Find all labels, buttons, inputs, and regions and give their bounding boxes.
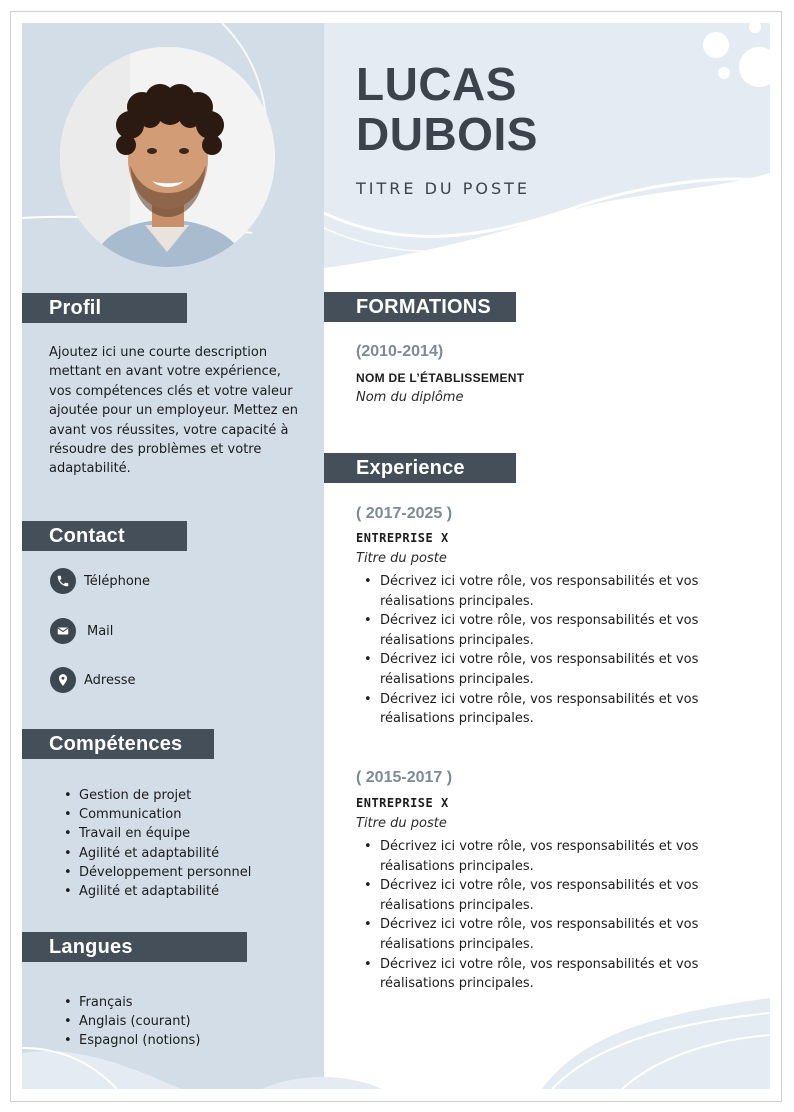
resume-page bbox=[22, 23, 770, 1089]
list-item: • Développement personnel bbox=[61, 863, 251, 882]
profile-heading: Profil bbox=[22, 293, 187, 323]
sidebar bbox=[22, 23, 324, 1089]
job-2-company: ENTREPRISE X bbox=[356, 796, 449, 810]
job-1-company: ENTREPRISE X bbox=[356, 531, 449, 545]
list-item: • Décrivez ici votre rôle, vos responsabilités et vos réalisations principales. bbox=[356, 690, 736, 729]
list-item: • Gestion de projet bbox=[61, 786, 251, 805]
profile-description: Ajoutez ici une courte description mettant en avant votre expérience, vos compétences clés et votre valeur ajoutée pour un employeur. Mettez en avant vos réussites, votre capacité à résoudre des problèmes et votre adaptabilité. bbox=[49, 345, 298, 477]
contact-phone-label: Téléphone bbox=[84, 573, 151, 589]
list-item: • Français bbox=[61, 993, 200, 1012]
contact-mail-label: Mail bbox=[87, 623, 114, 639]
list-item: • Communication bbox=[61, 805, 251, 824]
list-item: • Décrivez ici votre rôle, vos responsabilités et vos réalisations principales. bbox=[356, 611, 736, 650]
profile-photo bbox=[60, 47, 275, 267]
experience-heading: Experience bbox=[324, 453, 516, 483]
job-title: TITRE DU POSTE bbox=[356, 179, 530, 198]
list-item: • Décrivez ici votre rôle, vos responsabilités et vos réalisations principales. bbox=[356, 876, 736, 915]
phone-icon bbox=[50, 568, 76, 594]
contact-phone bbox=[50, 568, 150, 594]
last-name: DUBOIS bbox=[356, 108, 538, 160]
job-1-period: ( 2017-2025 ) bbox=[356, 505, 453, 522]
location-icon bbox=[50, 667, 76, 693]
job-2-title: Titre du poste bbox=[356, 816, 447, 831]
job-1-responsibilities bbox=[356, 572, 736, 729]
job-2-period: ( 2015-2017 ) bbox=[356, 769, 453, 786]
list-item: • Décrivez ici votre rôle, vos responsabilités et vos réalisations principales. bbox=[356, 955, 736, 994]
education-institution: NOM DE L’ÉTABLISSEMENT bbox=[356, 371, 525, 385]
skills-list bbox=[61, 786, 251, 901]
list-item: • Décrivez ici votre rôle, vos responsabilités et vos réalisations principales. bbox=[356, 650, 736, 689]
skills-heading: Compétences bbox=[22, 729, 214, 759]
contact-mail bbox=[50, 618, 113, 644]
languages-list bbox=[61, 993, 200, 1051]
languages-heading: Langues bbox=[22, 932, 247, 962]
mail-icon bbox=[50, 618, 76, 644]
job-1-title: Titre du poste bbox=[356, 551, 447, 566]
contact-address-label: Adresse bbox=[84, 672, 136, 688]
list-item: • Décrivez ici votre rôle, vos responsabilités et vos réalisations principales. bbox=[356, 915, 736, 954]
list-item: • Agilité et adaptabilité bbox=[61, 882, 251, 901]
list-item: • Décrivez ici votre rôle, vos responsabilités et vos réalisations principales. bbox=[356, 837, 736, 876]
list-item: • Anglais (courant) bbox=[61, 1012, 200, 1031]
education-period: (2010-2014) bbox=[356, 343, 444, 360]
contact-address bbox=[50, 667, 136, 693]
list-item: • Travail en équipe bbox=[61, 824, 251, 843]
list-item: • Décrivez ici votre rôle, vos responsabilités et vos réalisations principales. bbox=[356, 572, 736, 611]
education-heading: FORMATIONS bbox=[324, 292, 516, 322]
first-name: LUCAS bbox=[356, 58, 517, 110]
job-2-responsibilities bbox=[356, 837, 736, 994]
contact-heading: Contact bbox=[22, 521, 187, 551]
person-portrait-icon bbox=[60, 47, 275, 267]
list-item: • Espagnol (notions) bbox=[61, 1031, 200, 1050]
list-item: • Agilité et adaptabilité bbox=[61, 844, 251, 863]
person-name bbox=[356, 59, 538, 159]
education-degree: Nom du diplôme bbox=[356, 390, 464, 405]
